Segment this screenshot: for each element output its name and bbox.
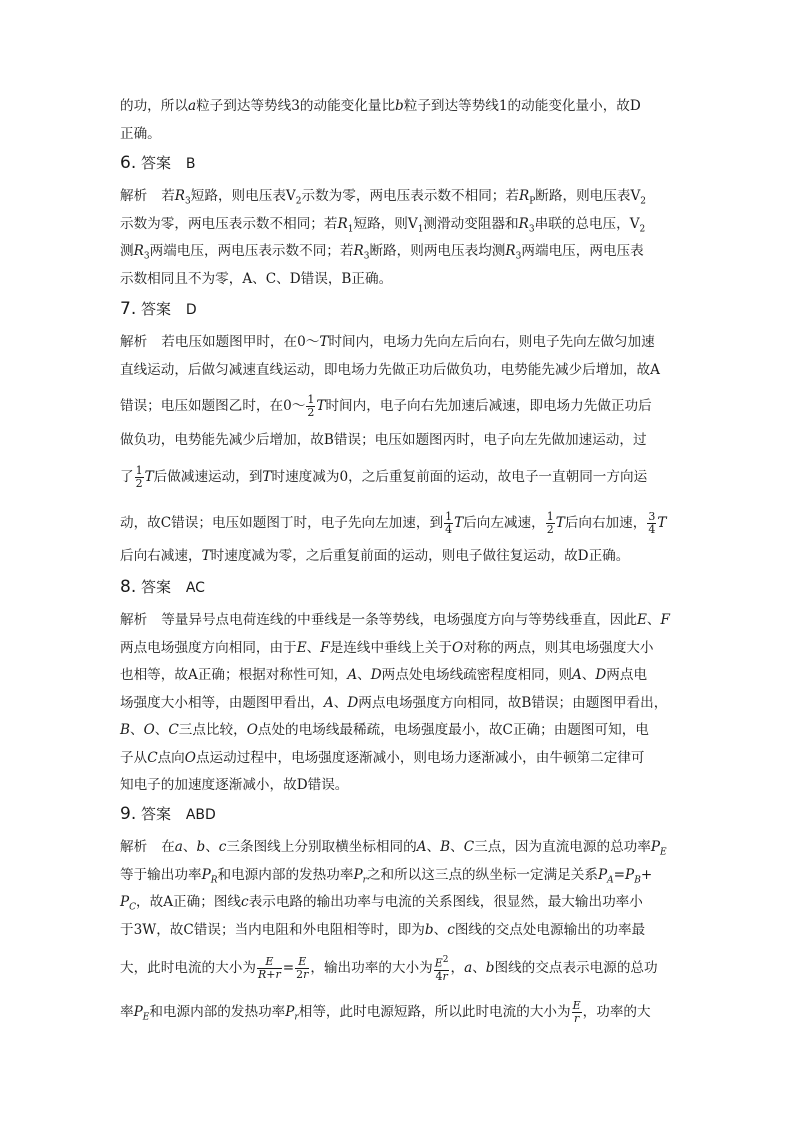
q9-analysis-line-5: 大，此时电流的大小为 $\frac{E}{R+r}$ = $\frac{E}{2r}$ ，输出功率的大小为 $\frac{E^2}{4r}$ ，a、b图线的交点表示电源的总功 xyxy=(120,954,658,983)
q8-analysis-line-1: 解析 等量异号点电荷连线的中垂线是一条等势线，电场强度方向与等势线垂直，因此E、F xyxy=(120,612,670,628)
q8-analysis-label: 解析 xyxy=(120,612,148,628)
q7-analysis-line-4: 做负功，电势能先减少后增加，故B错误；电压如题图丙时，电子向左先做加速运动，过 xyxy=(120,432,647,448)
q6-analysis-line-2: 示数为零，两电压表示数不相同；若$R_1$短路，则$V_1$测滑动变阻器和$R_3$串联的总电压，$V_2$ xyxy=(120,216,646,235)
q9-number: 9. xyxy=(120,804,137,824)
q5-line-1: 的功，所以a粒子到达等势线3的动能变化量比b粒子到达等势线1的动能变化量小，故D xyxy=(120,98,641,114)
q6-number: 6. xyxy=(120,153,137,173)
q9-analysis-line-6: 率$P_E$和电源内部的发热功率$P_r$相等，此时电源短路，所以此时电流的大小为 $\frac{E}{r}$ ，功率的大 xyxy=(120,999,651,1025)
q7-analysis-label: 解析 xyxy=(120,334,148,350)
q8-answer-value: AC xyxy=(185,580,205,596)
q8-answer-heading xyxy=(120,576,205,599)
q8-analysis-line-5: B、O、C三点比较，O点处的电场线最稀疏，电场强度最小，故C正确；由题图可知，电 xyxy=(120,722,649,738)
q9-analysis-line-2: 等于输出功率$P_R$和电源内部的发热功率$P_r$之和所以这三点的纵坐标一定满足关系$P_A=P_B+$ xyxy=(120,867,653,886)
q9-analysis-line-4: 于3W，故C错误；当内电阻和外电阻相等时，即为b、c图线的交点处电源输出的功率最 xyxy=(120,922,646,938)
q7-analysis-line-5: 了 $\frac{1}{2}$ T后做减速运动，到T时速度减为0，之后重复前面的运动，故电子一直朝同一方向运 xyxy=(120,464,648,490)
q6-answer-label: 答案 xyxy=(141,154,172,172)
q8-analysis-line-3: 也相等，故A正确；根据对称性可知，A、D两点处电场线疏密程度相同，则A、D两点电 xyxy=(120,667,648,683)
q7-analysis-line-1: 解析 若电压如题图甲时，在0～T时间内，电场力先向左后向右，则电子先向左做匀加速 xyxy=(120,334,655,350)
q7-analysis-line-3: 错误；电压如题图乙时，在0～ $\frac{1}{2}$ T时间内，电子向右先加速后减速，即电场力先做正功后 xyxy=(120,393,652,419)
q8-analysis-line-2: 两点电场强度方向相同，由于E、F是连线中垂线上关于O对称的两点，则其电场强度大小 xyxy=(120,640,654,656)
q8-analysis-line-4: 场强度大小相等，由题图甲看出，A、D两点电场强度方向相同，故B错误；由题图甲看出， xyxy=(120,695,668,711)
q5-line-2: 正确。 xyxy=(120,126,161,142)
q9-analysis-line-1: 解析 在a、b、c三条图线上分别取横坐标相同的A、B、C三点，因为直流电源的总功率$P_E$ xyxy=(120,839,667,858)
q8-analysis-line-7: 知电子的加速度逐渐减小，故D错误。 xyxy=(120,777,349,793)
q7-analysis-line-6: 动，故C错误；电压如题图丁时，电子先向左加速，到 $\frac{1}{4}$ T后向左减速， $\frac{1}{2}$ T后向右加速， $\frac{3}{4}$ T xyxy=(120,510,667,536)
q9-analysis-label: 解析 xyxy=(120,839,148,855)
q7-analysis-line-2: 直线运动，后做匀减速直线运动，即电场力先做正功后做负功，电势能先减少后增加，故A xyxy=(120,362,660,378)
q8-number: 8. xyxy=(120,577,137,597)
q6-analysis-label: 解析 xyxy=(120,188,148,204)
q6-analysis-line-1: 解析 若$R_3$短路，则电压表$V_2$示数为零，两电压表示数不相同；若$R_P$断路，则电压表$V_2$ xyxy=(120,188,647,207)
q9-answer-heading xyxy=(120,803,216,826)
q8-analysis-line-6: 子从C点向O点运动过程中，电场强度逐渐减小，则电场力逐渐减小，由牛顿第二定律可 xyxy=(120,750,645,766)
q6-analysis-line-4: 示数相同且不为零，A、C、D错误，B正确。 xyxy=(120,271,393,287)
q8-answer-label: 答案 xyxy=(141,578,172,596)
q6-answer-value: B xyxy=(185,156,196,172)
q7-analysis-line-7: 后向右减速，T时速度减为零，之后重复前面的运动，则电子做往复运动，故D正确。 xyxy=(120,548,630,564)
q9-analysis-line-3: $P_C$，故A正确；图线c表示电路的输出功率与电流的关系图线，很显然，最大输出功率小 xyxy=(120,894,643,913)
q9-answer-label: 答案 xyxy=(141,805,172,823)
q9-answer-value: ABD xyxy=(185,807,216,823)
q6-answer-heading xyxy=(120,152,195,175)
q7-answer-heading xyxy=(120,298,197,321)
q7-answer-label: 答案 xyxy=(141,300,172,318)
q6-analysis-line-3: 测$R_3$两端电压，两电压表示数不同；若$R_3$断路，则两电压表均测$R_3$两端电压，两电压表 xyxy=(120,243,644,262)
q7-answer-value: D xyxy=(185,302,197,318)
q7-number: 7. xyxy=(120,299,137,319)
